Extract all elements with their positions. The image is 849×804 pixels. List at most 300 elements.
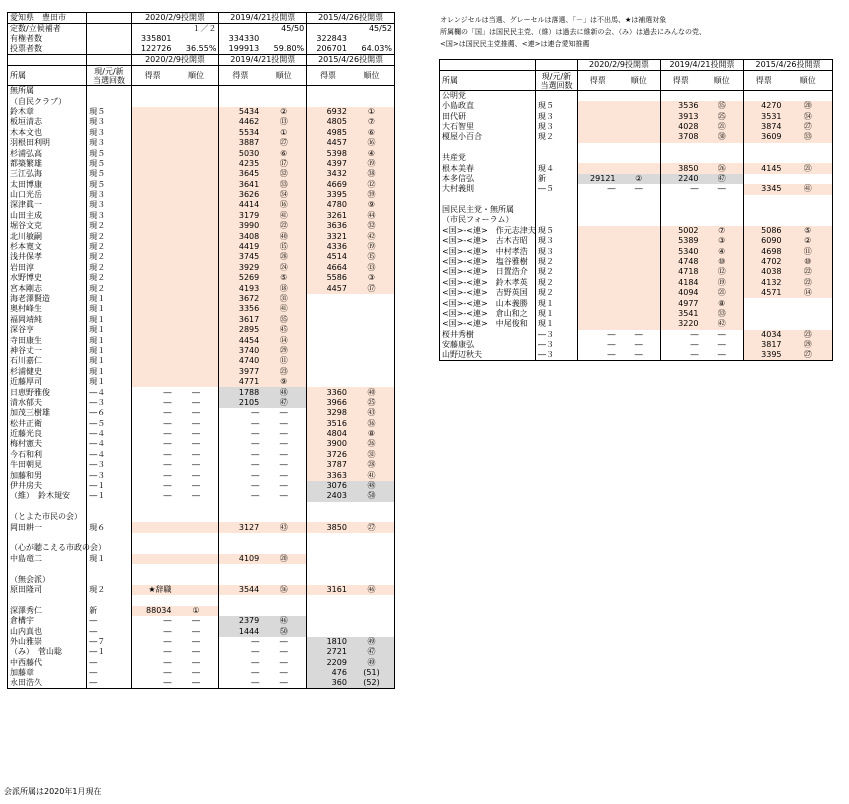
- candidate-row: [8, 387, 395, 397]
- rank-cell: ㊻: [261, 616, 306, 626]
- stat-value: 64.03%: [349, 44, 395, 55]
- stat-value: [307, 24, 349, 35]
- rank-cell: ㉕: [349, 398, 395, 408]
- candidate-row: [440, 246, 833, 256]
- votes-cell: 4028: [661, 122, 701, 132]
- rank-cell: ㊵: [261, 231, 306, 241]
- candidate-row: [8, 678, 395, 689]
- rank-cell: ㉓: [261, 367, 306, 377]
- rank-cell: ―: [261, 470, 306, 480]
- candidate-row: [440, 257, 833, 267]
- votes-cell: ―: [251, 429, 260, 439]
- right-results-table: [439, 59, 833, 361]
- votes-cell: 4780: [307, 200, 349, 210]
- status-terms: [536, 143, 578, 153]
- votes-cell: 4419: [219, 242, 261, 252]
- note-line: 所属欄の「国」は国民民主党、（維）は過去に維新の会、（み）は過去にみんなの党、: [440, 28, 706, 36]
- rank-cell: ⑮: [261, 242, 306, 252]
- votes-cell: [744, 309, 784, 319]
- candidate-row: [440, 143, 833, 153]
- rank-cell: [784, 174, 833, 184]
- votes-cell: 3617: [219, 315, 261, 325]
- votes-cell: 3740: [219, 346, 261, 356]
- votes-cell: [131, 200, 173, 210]
- votes-cell: [131, 325, 173, 335]
- votes-cell: [307, 325, 349, 335]
- rank-cell: ―: [701, 184, 744, 194]
- rank-cell: [173, 335, 218, 345]
- votes-cell: [307, 315, 349, 325]
- rank-cell: [173, 502, 218, 512]
- candidate-row: [8, 657, 395, 667]
- rank-cell: [173, 522, 218, 532]
- rank-cell: ㊹: [349, 211, 395, 221]
- votes-cell: [131, 159, 173, 169]
- status-terms: 現３: [87, 200, 131, 210]
- rank-cell: [349, 564, 395, 574]
- rank-cell: ―: [261, 460, 306, 470]
- legend-notes: [440, 14, 706, 50]
- rank-cell: [618, 309, 661, 319]
- rank-cell: ―: [173, 678, 218, 689]
- rank-cell: [701, 215, 744, 225]
- candidate-row: [8, 242, 395, 252]
- rank-cell: [349, 595, 395, 605]
- votes-cell: [307, 346, 349, 356]
- rank-cell: ㉑: [784, 163, 833, 173]
- rank-cell: ―: [261, 450, 306, 460]
- status-terms: [87, 502, 131, 512]
- status-terms: 現２: [87, 283, 131, 293]
- rank-cell: ㉓: [784, 330, 833, 340]
- votes-cell: 3636: [307, 221, 349, 231]
- candidate-row: [440, 340, 833, 350]
- rank-cell: [173, 315, 218, 325]
- column-header: 得票: [219, 66, 261, 86]
- votes-cell: [307, 367, 349, 377]
- votes-cell: 3745: [219, 252, 261, 262]
- rank-cell: [173, 564, 218, 574]
- candidate-row: [8, 439, 395, 449]
- note-line: オレンジセルは当選、グレーセルは落選、「－」は不出馬、★は補選対象: [440, 16, 667, 24]
- candidate-row: [440, 91, 833, 102]
- votes-cell: 3966: [307, 398, 349, 408]
- candidate-row: [8, 200, 395, 210]
- votes-cell: 3626: [219, 190, 261, 200]
- rank-cell: ㉟: [261, 315, 306, 325]
- candidate-name: 梅村憲夫: [8, 439, 87, 449]
- column-header: 現/元/新 当選回数: [87, 66, 131, 86]
- votes-cell: ―: [163, 449, 172, 459]
- candidate-row: [8, 231, 395, 241]
- status-terms: 現１: [87, 356, 131, 366]
- rank-cell: [173, 325, 218, 335]
- votes-cell: [131, 190, 173, 200]
- column-header: 得票: [744, 71, 784, 91]
- votes-cell: [744, 143, 784, 153]
- votes-cell: [219, 574, 261, 584]
- rank-cell: [349, 502, 395, 512]
- candidate-row: [8, 159, 395, 169]
- candidate-row: [8, 148, 395, 158]
- rank-cell: [173, 574, 218, 584]
- blank: [87, 24, 131, 35]
- votes-cell: 4977: [661, 298, 701, 308]
- rank-cell: ㊳: [349, 169, 395, 179]
- candidate-row: [440, 174, 833, 184]
- rank-cell: [784, 215, 833, 225]
- status-terms: 現５: [87, 169, 131, 179]
- status-terms: ―１: [87, 491, 131, 501]
- candidate-row: [440, 350, 833, 361]
- year-header-row: [440, 60, 833, 71]
- candidate-row: [440, 330, 833, 340]
- year-header: 2019/4/21投開票: [219, 55, 307, 66]
- status-terms: 現３: [536, 111, 578, 121]
- status-terms: ―: [87, 657, 131, 667]
- rank-cell: ⑱: [261, 283, 306, 293]
- votes-cell: 3536: [661, 101, 701, 111]
- candidate-row: [8, 668, 395, 678]
- votes-cell: [578, 153, 618, 163]
- votes-cell: 88034: [131, 606, 173, 616]
- stat-value: [261, 34, 306, 44]
- rank-cell: [349, 512, 395, 522]
- rank-cell: ㉙: [784, 340, 833, 350]
- status-terms: ―１: [87, 481, 131, 491]
- votes-cell: 4698: [744, 246, 784, 256]
- votes-cell: [131, 180, 173, 190]
- votes-cell: ―: [163, 481, 172, 491]
- election-2015-header: 2015/4/26投開票: [307, 13, 395, 24]
- rank-cell: [173, 190, 218, 200]
- rank-cell: ㉙: [261, 346, 306, 356]
- stat-value: 122726: [140, 44, 172, 54]
- votes-cell: [578, 298, 618, 308]
- rank-cell: [173, 148, 218, 158]
- rank-cell: ㊶: [261, 304, 306, 314]
- status-terms: 現１: [87, 335, 131, 345]
- rank-cell: ㊿: [261, 626, 306, 636]
- candidate-row: [440, 288, 833, 298]
- status-terms: ―４: [87, 439, 131, 449]
- candidate-name: 原田隆司: [8, 585, 87, 595]
- votes-cell: [307, 335, 349, 345]
- rank-cell: [618, 132, 661, 142]
- candidate-name: 安藤康弘: [440, 340, 536, 350]
- status-terms: [536, 205, 578, 215]
- rank-cell: [701, 91, 744, 102]
- candidate-row: [8, 543, 395, 553]
- votes-cell: 4985: [307, 128, 349, 138]
- rank-cell: [618, 153, 661, 163]
- votes-cell: [744, 153, 784, 163]
- votes-cell: 4132: [744, 278, 784, 288]
- prefecture-city: 愛知県 豊田市: [8, 13, 87, 24]
- rank-cell: [784, 205, 833, 215]
- rank-cell: ㉛: [261, 294, 306, 304]
- candidate-row: [8, 190, 395, 200]
- votes-cell: 3787: [307, 460, 349, 470]
- votes-cell: [131, 335, 173, 345]
- rank-cell: ⑧: [701, 298, 744, 308]
- rank-cell: ⑨: [261, 377, 306, 387]
- rank-cell: ⑰: [261, 159, 306, 169]
- votes-cell: ―: [690, 329, 699, 339]
- status-terms: 現２: [87, 221, 131, 231]
- status-terms: ―４: [87, 387, 131, 397]
- votes-cell: [307, 533, 349, 543]
- votes-cell: 5398: [307, 148, 349, 158]
- status-terms: 現１: [536, 298, 578, 308]
- rank-cell: [173, 377, 218, 387]
- rank-cell: ㉟: [701, 101, 744, 111]
- votes-cell: 4771: [219, 377, 261, 387]
- candidate-name: <国>-<連> 日置浩介: [440, 267, 536, 277]
- votes-cell: [219, 533, 261, 543]
- status-terms: 現１: [87, 377, 131, 387]
- votes-cell: [219, 543, 261, 553]
- rank-cell: [618, 226, 661, 236]
- votes-cell: [307, 606, 349, 616]
- status-terms: ―３: [536, 340, 578, 350]
- votes-cell: [578, 195, 618, 205]
- candidate-name: 今石和利: [8, 450, 87, 460]
- candidate-name: 岩田淳: [8, 263, 87, 273]
- column-header-row: [440, 71, 833, 91]
- candidate-row: [8, 564, 395, 574]
- candidate-row: [440, 278, 833, 288]
- candidate-name: 都築繁雄: [8, 159, 87, 169]
- votes-cell: [661, 153, 701, 163]
- votes-cell: 476: [307, 668, 349, 678]
- rank-cell: ―: [261, 408, 306, 418]
- candidate-name: [8, 533, 87, 543]
- candidate-name: 無所属: [8, 86, 87, 97]
- rank-cell: ―: [173, 470, 218, 480]
- candidate-row: [8, 429, 395, 439]
- rank-cell: ―: [701, 330, 744, 340]
- column-header: 順位: [349, 66, 395, 86]
- rank-cell: ⑲: [349, 159, 395, 169]
- votes-cell: [307, 96, 349, 106]
- status-terms: 現２: [87, 252, 131, 262]
- votes-cell: 6932: [307, 107, 349, 117]
- status-terms: ―: [87, 678, 131, 689]
- votes-cell: [131, 211, 173, 221]
- votes-cell: 4664: [307, 263, 349, 273]
- stat-value: 334330: [228, 34, 260, 44]
- rank-cell: ㊶: [261, 211, 306, 221]
- candidate-name: [8, 595, 87, 605]
- rank-cell: [784, 91, 833, 102]
- rank-cell: [349, 86, 395, 97]
- status-terms: 現１: [87, 304, 131, 314]
- stat-label: 定数/立候補者: [8, 24, 87, 35]
- votes-cell: ―: [219, 678, 261, 689]
- rank-cell: ㊽: [349, 481, 395, 491]
- votes-cell: 4414: [219, 200, 261, 210]
- votes-cell: [131, 138, 173, 148]
- candidate-row: [440, 122, 833, 132]
- status-terms: 現３: [87, 117, 131, 127]
- rank-cell: ―: [261, 429, 306, 439]
- votes-cell: [307, 564, 349, 574]
- votes-cell: [131, 86, 173, 97]
- rank-cell: ⑥: [261, 148, 306, 158]
- column-header-row: [8, 66, 395, 86]
- rank-cell: ㉒: [261, 221, 306, 231]
- candidate-name: 田代研: [440, 111, 536, 121]
- votes-cell: ―: [607, 329, 616, 339]
- rank-cell: [349, 356, 395, 366]
- votes-cell: 3408: [219, 231, 261, 241]
- candidate-name: <国>-<連> 倉山和之: [440, 309, 536, 319]
- status-terms: ―５: [536, 184, 578, 194]
- candidate-name: （心が聴こえる市政の会）: [8, 543, 87, 553]
- votes-cell: ―: [251, 491, 260, 501]
- candidate-name: 浅井保孝: [8, 252, 87, 262]
- candidate-row: [8, 273, 395, 283]
- status-terms: [87, 595, 131, 605]
- status-terms: 現３: [536, 236, 578, 246]
- candidate-row: [8, 128, 395, 138]
- rank-cell: ㊸: [261, 522, 306, 532]
- candidate-row: [8, 647, 395, 657]
- stat-value: 322843: [316, 34, 347, 44]
- votes-cell: 4462: [219, 117, 261, 127]
- rank-cell: [173, 554, 218, 564]
- votes-cell: [131, 107, 173, 117]
- stat-value: [173, 34, 218, 44]
- status-terms: 現５: [87, 148, 131, 158]
- candidate-row: [8, 481, 395, 491]
- votes-cell: [131, 294, 173, 304]
- votes-cell: 4454: [219, 335, 261, 345]
- candidate-row: [8, 574, 395, 584]
- rank-cell: ⑫: [349, 180, 395, 190]
- votes-cell: 3261: [307, 211, 349, 221]
- votes-cell: [744, 298, 784, 308]
- votes-cell: ―: [578, 350, 618, 361]
- status-terms: 現４: [536, 163, 578, 173]
- rank-cell: ㉒: [784, 278, 833, 288]
- votes-cell: ―: [163, 408, 172, 418]
- year-header: 2020/2/9投開票: [578, 60, 661, 71]
- rank-cell: ㊺: [261, 325, 306, 335]
- rank-cell: (51): [349, 668, 395, 678]
- votes-cell: [131, 502, 173, 512]
- status-terms: [536, 215, 578, 225]
- candidate-row: [8, 502, 395, 512]
- rank-cell: [349, 304, 395, 314]
- status-terms: 現３: [87, 211, 131, 221]
- candidate-name: 深谷亨: [8, 325, 87, 335]
- votes-cell: [307, 554, 349, 564]
- rank-cell: [618, 91, 661, 102]
- stat-value: 59.80%: [261, 44, 306, 55]
- blank: [87, 34, 131, 44]
- status-terms: [87, 564, 131, 574]
- votes-cell: 3850: [307, 522, 349, 532]
- status-terms: 現３: [87, 128, 131, 138]
- rank-cell: [618, 278, 661, 288]
- votes-cell: [131, 512, 173, 522]
- rank-cell: ―: [701, 340, 744, 350]
- stats-row: [8, 34, 395, 44]
- status-terms: 現１: [87, 346, 131, 356]
- rank-cell: ―: [261, 678, 306, 689]
- status-terms: ―: [87, 626, 131, 636]
- rank-cell: [173, 211, 218, 221]
- rank-cell: ⑲: [701, 278, 744, 288]
- votes-cell: 3360: [307, 387, 349, 397]
- status-terms: ―３: [87, 460, 131, 470]
- candidate-row: [8, 616, 395, 626]
- candidate-name: 深津眞一: [8, 200, 87, 210]
- rank-cell: ③: [701, 236, 744, 246]
- rank-cell: ―: [701, 350, 744, 361]
- candidate-name: 寺田康生: [8, 335, 87, 345]
- candidate-row: [8, 346, 395, 356]
- rank-cell: ―: [173, 387, 218, 397]
- rank-cell: ⑰: [349, 283, 395, 293]
- blank: [87, 44, 131, 55]
- candidate-name: 杉浦弘高: [8, 148, 87, 158]
- votes-cell: ―: [163, 626, 172, 636]
- votes-cell: ―: [163, 491, 172, 501]
- status-terms: 現２: [536, 257, 578, 267]
- votes-cell: [661, 91, 701, 102]
- rank-cell: ―: [173, 626, 218, 636]
- votes-cell: [307, 377, 349, 387]
- votes-cell: [131, 543, 173, 553]
- votes-cell: ―: [690, 184, 699, 194]
- votes-cell: [219, 96, 261, 106]
- status-terms: 現１: [87, 554, 131, 564]
- votes-cell: [578, 319, 618, 329]
- rank-cell: ㊽: [261, 387, 306, 397]
- candidate-name: <国>-<連> 鈴木孝英: [440, 278, 536, 288]
- column-header: 順位: [784, 71, 833, 91]
- candidate-row: [8, 522, 395, 532]
- votes-cell: 3913: [661, 111, 701, 121]
- rank-cell: ⑤: [261, 273, 306, 283]
- rank-cell: ㉜: [261, 169, 306, 179]
- votes-cell: [307, 294, 349, 304]
- votes-cell: [131, 595, 173, 605]
- votes-cell: 4270: [744, 101, 784, 111]
- candidate-name: （無会派）: [8, 574, 87, 584]
- candidate-name: 杉本寛文: [8, 242, 87, 252]
- votes-cell: [219, 564, 261, 574]
- candidate-row: [8, 86, 395, 97]
- status-terms: 現２: [536, 267, 578, 277]
- rank-cell: [349, 626, 395, 636]
- column-header: 得票: [578, 71, 618, 91]
- votes-cell: [744, 319, 784, 329]
- status-terms: ―: [87, 668, 131, 678]
- votes-cell: 3531: [744, 111, 784, 121]
- candidate-row: [8, 595, 395, 605]
- rank-cell: [701, 153, 744, 163]
- votes-cell: 3874: [744, 122, 784, 132]
- rank-cell: ―: [173, 481, 218, 491]
- candidate-row: [8, 221, 395, 231]
- candidate-row: [8, 367, 395, 377]
- candidate-name: 杉浦健史: [8, 367, 87, 377]
- column-header: 得票: [661, 71, 701, 91]
